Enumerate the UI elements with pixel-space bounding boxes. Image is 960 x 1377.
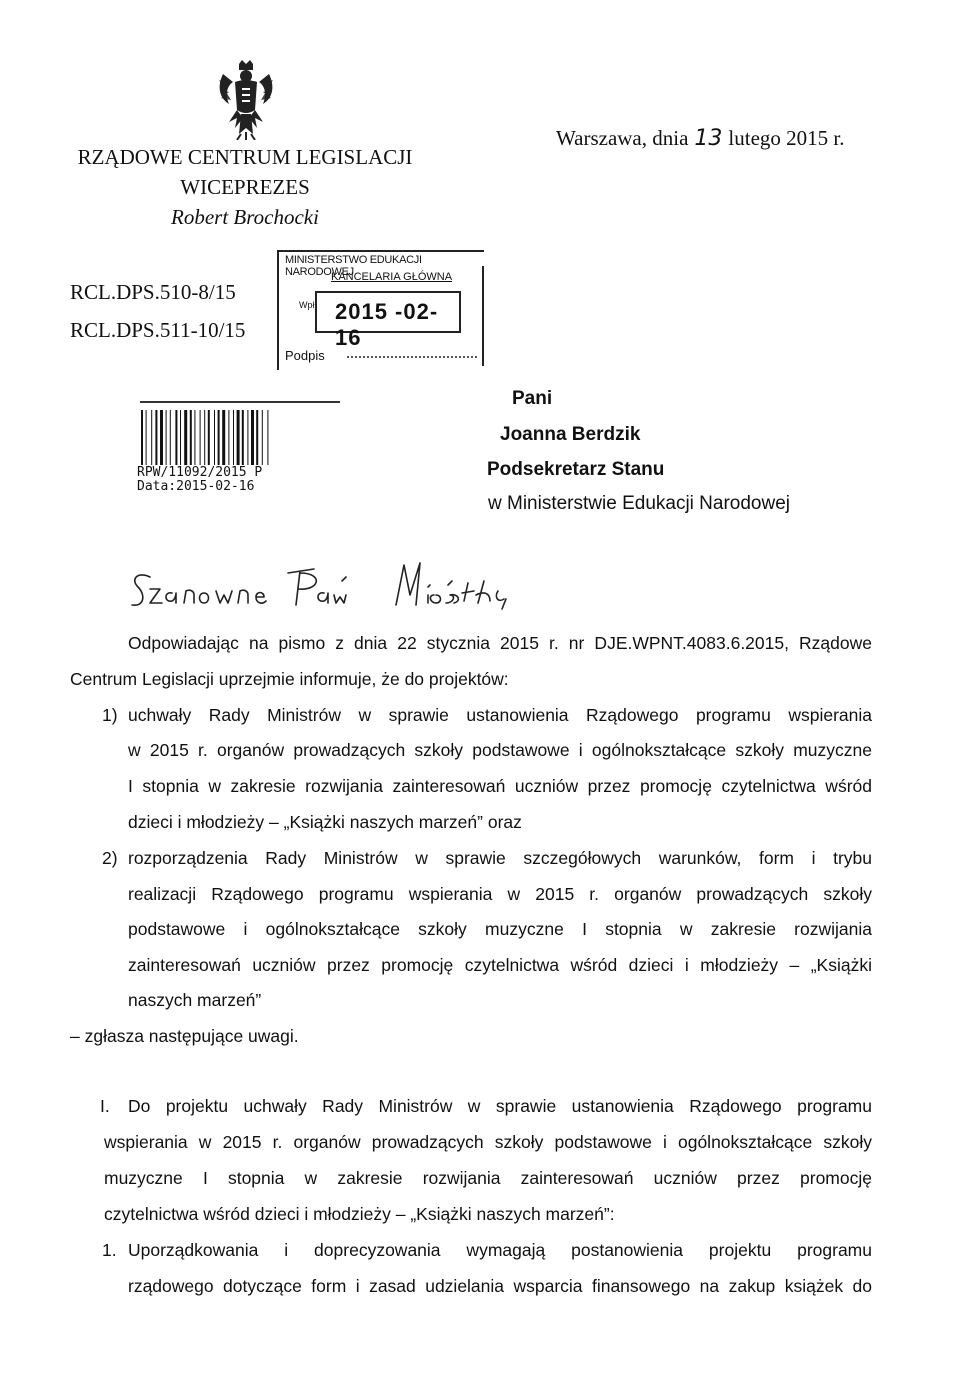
org-person-name: Robert Brochocki [171,205,319,229]
list-item-line: podstawowe i ogólnokształcące szkoły muzyczne I stopnia w zakresie rozwijania [128,919,872,939]
barcode-bar [170,410,171,465]
barcode-date: Data:2015-02-16 [137,479,255,494]
reference-number: RCL.DPS.511-10/15 [70,318,246,342]
barcode-bar [204,410,205,465]
barcode-bar [146,410,147,465]
stamp-ministry: MINISTERSTWO EDUKACJI NARODOWEJ [285,254,422,278]
point-number: 1. [102,1240,117,1260]
stamp-date-box [315,291,461,350]
barcode-graphic [141,410,269,465]
list-item-number: 2) [102,848,118,868]
barcode-bar [180,410,181,465]
barcode-bar [166,410,167,465]
stamp-received-label: Wpł. [299,300,317,310]
barcode-bar [251,410,254,465]
list-item-line: naszych marzeń” [128,990,262,1010]
addressee-salutation: Pani [512,388,553,409]
addressee-name: Joanna Berdzik [500,424,641,445]
point-line: rządowego dotyczące form i zasad udzielania wsparcia finansowego na zakup książek do [128,1276,872,1296]
barcode-bar [262,410,263,465]
barcode-bar [184,410,187,465]
barcode-registry-number: RPW/11092/2015 P [137,465,263,480]
section-number: I. [100,1096,110,1116]
intro-line: Odpowiadając na pismo z dnia 22 stycznia 2015 r. nr DJE.WPNT.4083.6.2015, Rządowe [128,633,872,653]
letter-date [556,126,845,151]
barcode-bar [160,410,163,465]
barcode-bar [151,410,152,465]
point-line: Uporządkowania i doprecyzowania wymagają postanowienia projektu programu [128,1240,872,1260]
list-item-line: dzieci i młodzieży – „Książki naszych marzeń” oraz [128,812,522,832]
org-position: WICEPREZES [180,175,310,199]
barcode-bar [267,410,268,465]
list-item-line: I stopnia w zakresie rozwijania zainteresowań uczniów przez promocję czytelnictwa wśród [128,776,872,796]
barcode-bar [247,410,248,465]
date-suffix: lutego 2015 r. [728,126,845,150]
org-name: RZĄDOWE CENTRUM LEGISLACJI [77,145,413,169]
barcode-bar [214,410,215,465]
list-item-line: w 2015 r. organów prowadzących szkoły podstawowe i ogólnokształcące szkoły muzyczne [128,740,872,760]
barcode-bar [256,410,258,465]
section-line: Do projektu uchwały Rady Ministrów w sprawie ustanowienia Rządowego programu [128,1096,872,1116]
section-line: wspierania w 2015 r. organów prowadzących szkoły podstawowe i ogólnokształcące szkoły [104,1132,872,1152]
section-line: muzyczne I stopnia w zakresie rozwijania zainteresowań uczniów przez promocję [104,1168,872,1188]
barcode-bar [222,410,225,465]
date-day-handwritten: 13 [694,126,723,151]
barcode-bar [228,410,229,465]
barcode-bar [208,410,210,465]
barcode-bar [141,410,143,465]
reference-number: RCL.DPS.510-8/15 [70,280,236,304]
registration-stamp [277,250,484,370]
polish-eagle-emblem [215,60,277,140]
list-item-line: realizacji Rządowego programu wspierania w 2015 r. organów prowadzących szkoły [128,884,872,904]
barcode-bar [200,410,201,465]
intro-line: Centrum Legislacji uprzejmie informuje, że do projektów: [70,669,509,689]
stamp-office: KANCELARIA GŁÓWNA [331,271,453,283]
barcode-bar [242,410,244,465]
barcode-bar [155,410,157,465]
barcode-bar [190,410,192,465]
list-item-line: zainteresowań uczniów przez promocję czytelnictwa wśród dzieci i młodzieży – „Książki [128,955,872,975]
barcode-bar [218,410,220,465]
addressee-title: Podsekretarz Stanu [487,459,665,480]
barcode-bar [194,410,195,465]
barcode-label [137,466,262,494]
divider [140,401,340,403]
sender-organization [70,142,420,232]
stamp-date: 2015 -02- 16 [335,299,439,350]
barcode-bar [233,410,234,465]
stamp-sign-label: Podpis [285,348,325,363]
handwritten-greeting [128,555,588,625]
closing-line: – zgłasza następujące uwagi. [70,1026,299,1046]
stamp-border [482,266,484,366]
date-prefix: Warszawa, dnia [556,126,689,150]
list-item-line: rozporządzenia Rady Ministrów w sprawie szczegółowych warunków, form i trybu [128,848,872,868]
list-item-number: 1) [102,705,118,725]
stamp-sign-line [347,356,477,358]
barcode-bar [237,410,240,465]
barcode-bar [175,410,177,465]
section-line: czytelnictwa wśród dzieci i młodzieży – „Książki naszych marzeń”: [104,1204,615,1224]
list-item-line: uchwały Rady Ministrów w sprawie ustanowienia Rządowego programu wspierania [128,705,872,725]
addressee-ministry: w Ministerstwie Edukacji Narodowej [488,493,790,514]
